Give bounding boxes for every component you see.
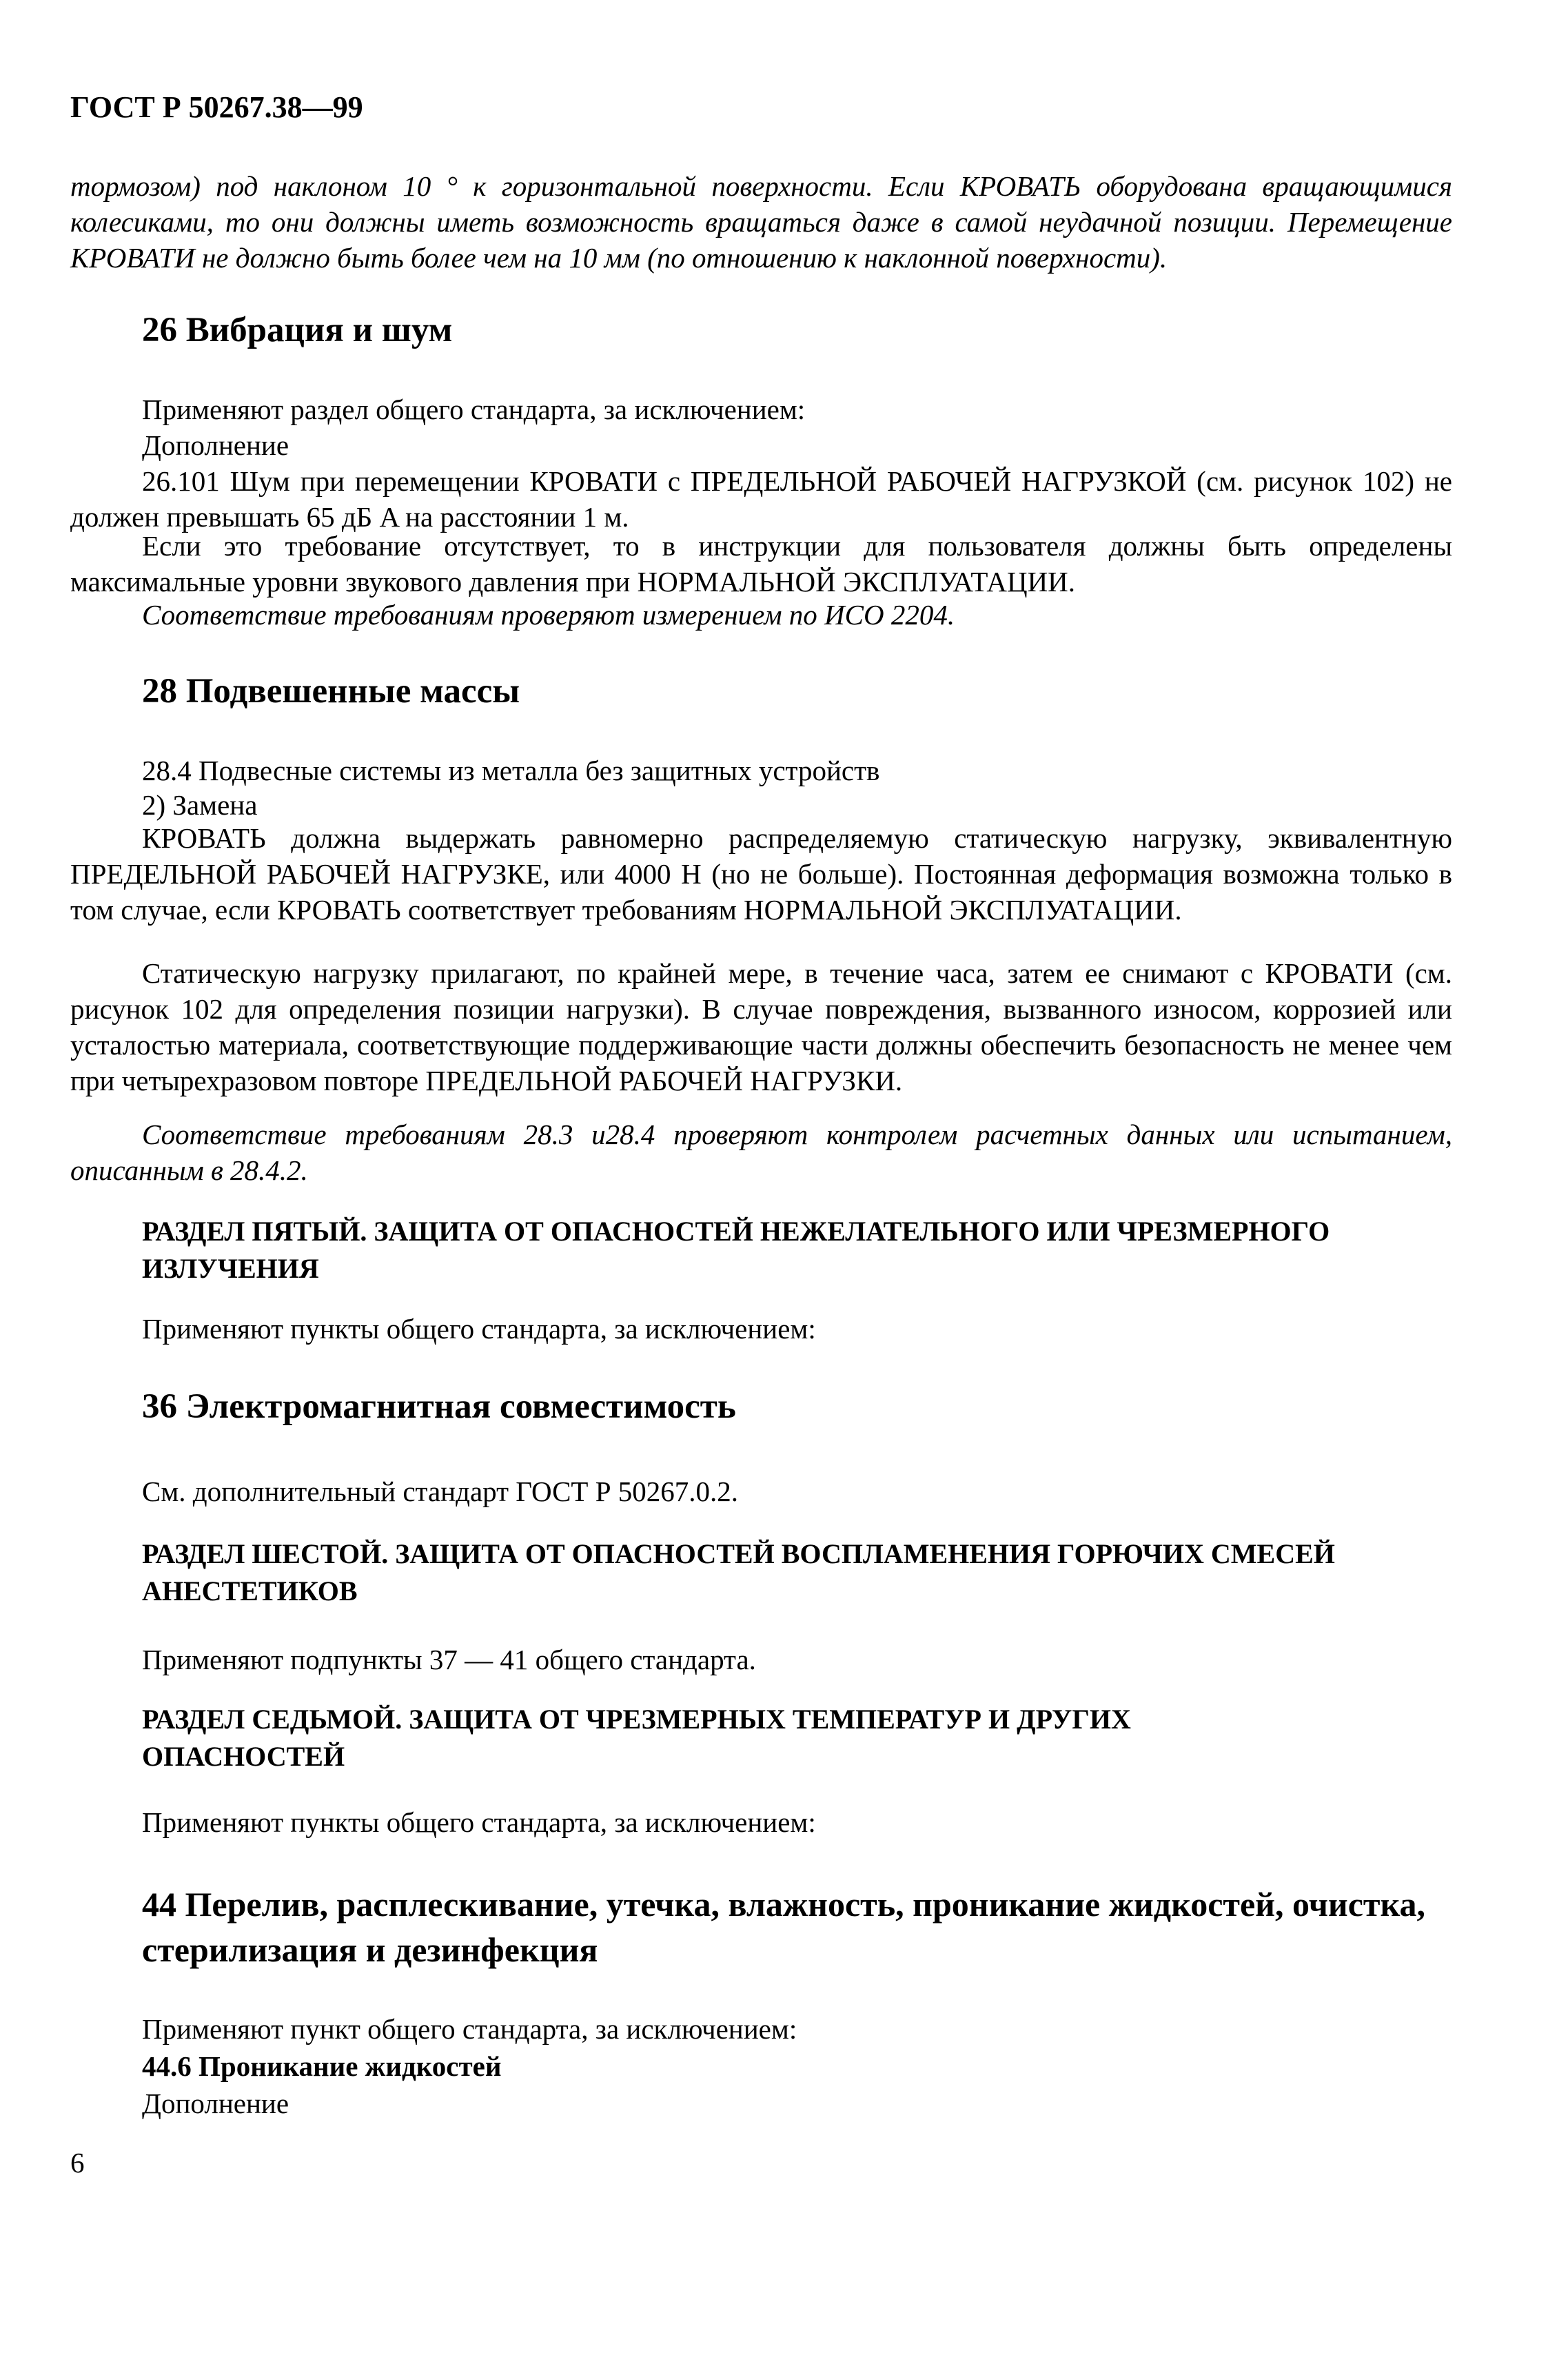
part-7-para: Применяют пункты общего стандарта, за исключением: (142, 1806, 816, 1838)
section-26-para-4: Если это требование отсутствует, то в инструкции для пользователя должны быть определены максимальные уровни звукового давления при НОРМАЛЬНОЙ ЭКСПЛУАТАЦИИ. (70, 530, 1452, 598)
section-36-para: См. дополнительный стандарт ГОСТ Р 50267.0.2. (142, 1476, 739, 1507)
part-6-para: Применяют подпункты 37 — 41 общего стандарта. (142, 1644, 756, 1675)
part-5-heading (70, 1213, 1524, 1287)
part-7-heading (70, 1701, 1524, 1775)
section-44-heading-line-2: стерилизация и дезинфекция (142, 1930, 598, 1969)
part-7-heading-line-1: РАЗДЕЛ СЕДЬМОЙ. ЗАЩИТА ОТ ЧРЕЗМЕРНЫХ ТЕМПЕРАТУР И ДРУГИХ (142, 1704, 1131, 1735)
part-6-heading-line-2: АНЕСТЕТИКОВ (142, 1575, 358, 1606)
part-5-para: Применяют пункты общего стандарта, за исключением: (142, 1313, 816, 1345)
section-26-compliance: Соответствие требованиям проверяют измерением по ИСО 2204. (142, 599, 955, 631)
section-28-para-1: 28.4 Подвесные системы из металла без защитных устройств (142, 755, 880, 786)
section-28-para-4: Статическую нагрузку прилагают, по крайней мере, в течение часа, затем ее снимают с КРОВАТИ (см. рисунок 102 для определения позиции нагрузки). В случае повреждения, вызванного износом, коррозией или усталостью материала, соответствующие поддерживающие части должны обеспечить безопасность не менее чем при четырехразовом повторе ПРЕДЕЛЬНОЙ РАБОЧЕЙ НАГРУЗКИ. (70, 957, 1452, 1096)
document-code-header: ГОСТ Р 50267.38—99 (70, 90, 363, 124)
section-28-para-2: 2) Замена (142, 789, 258, 821)
section-26-para-2: Дополнение (142, 429, 289, 461)
part-6-heading-line-1: РАЗДЕЛ ШЕСТОЙ. ЗАЩИТА ОТ ОПАСНОСТЕЙ ВОСПЛАМЕНЕНИЯ ГОРЮЧИХ СМЕСЕЙ (142, 1538, 1335, 1569)
page-number: 6 (70, 2147, 85, 2179)
section-36-heading: 36 Электромагнитная совместимость (142, 1387, 736, 1426)
section-28-heading: 28 Подвешенные массы (142, 672, 520, 711)
part-5-heading-line-2: ИЗЛУЧЕНИЯ (142, 1253, 319, 1284)
section-26-para-3: 26.101 Шум при перемещении КРОВАТИ с ПРЕДЕЛЬНОЙ РАБОЧЕЙ НАГРУЗКОЙ (см. рисунок 102) не должен превышать 65 дБ A на расстоянии 1 м. (70, 465, 1452, 533)
section-44-para-2: Дополнение (142, 2088, 289, 2119)
section-28-compliance: Соответствие требованиям 28.3 и28.4 проверяют контролем расчетных данных или испытанием, описанным в 28.4.2. (70, 1119, 1452, 1186)
section-28-para-3: КРОВАТЬ должна выдержать равномерно распределяемую статическую нагрузку, эквивалентную ПРЕДЕЛЬНОЙ РАБОЧЕЙ НАГРУЗКЕ, или 4000 Н (но не больше). Постоянная деформация возможна только в том случае, если КРОВАТЬ соответствует требованиям НОРМАЛЬНОЙ ЭКСПЛУАТАЦИИ. (70, 822, 1452, 926)
part-6-heading (70, 1535, 1524, 1610)
intro-paragraph: тормозом) под наклоном 10 ° к горизонтальной поверхности. Если КРОВАТЬ оборудована вращающимися колесиками, то они должны иметь возможность вращаться даже в самой неудачной позиции. Перемещение КРОВАТИ не должно быть более чем на 10 мм (по отношению к наклонной поверхности). (70, 170, 1452, 274)
section-26-para-1: Применяют раздел общего стандарта, за исключением: (142, 394, 806, 425)
section-44-heading-line-1: 44 Перелив, расплескивание, утечка, влажность, проникание жидкостей, очистка, (142, 1885, 1426, 1924)
section-44-para-1: Применяют пункт общего стандарта, за исключением: (142, 2013, 797, 2045)
section-44-6-subheading: 44.6 Проникание жидкостей (142, 2050, 502, 2082)
section-44-heading (70, 1881, 1524, 1972)
part-5-heading-line-1: РАЗДЕЛ ПЯТЫЙ. ЗАЩИТА ОТ ОПАСНОСТЕЙ НЕЖЕЛАТЕЛЬНОГО ИЛИ ЧРЕЗМЕРНОГО (142, 1216, 1330, 1247)
section-26-heading: 26 Вибрация и шум (142, 311, 453, 349)
part-7-heading-line-2: ОПАСНОСТЕЙ (142, 1741, 345, 1772)
